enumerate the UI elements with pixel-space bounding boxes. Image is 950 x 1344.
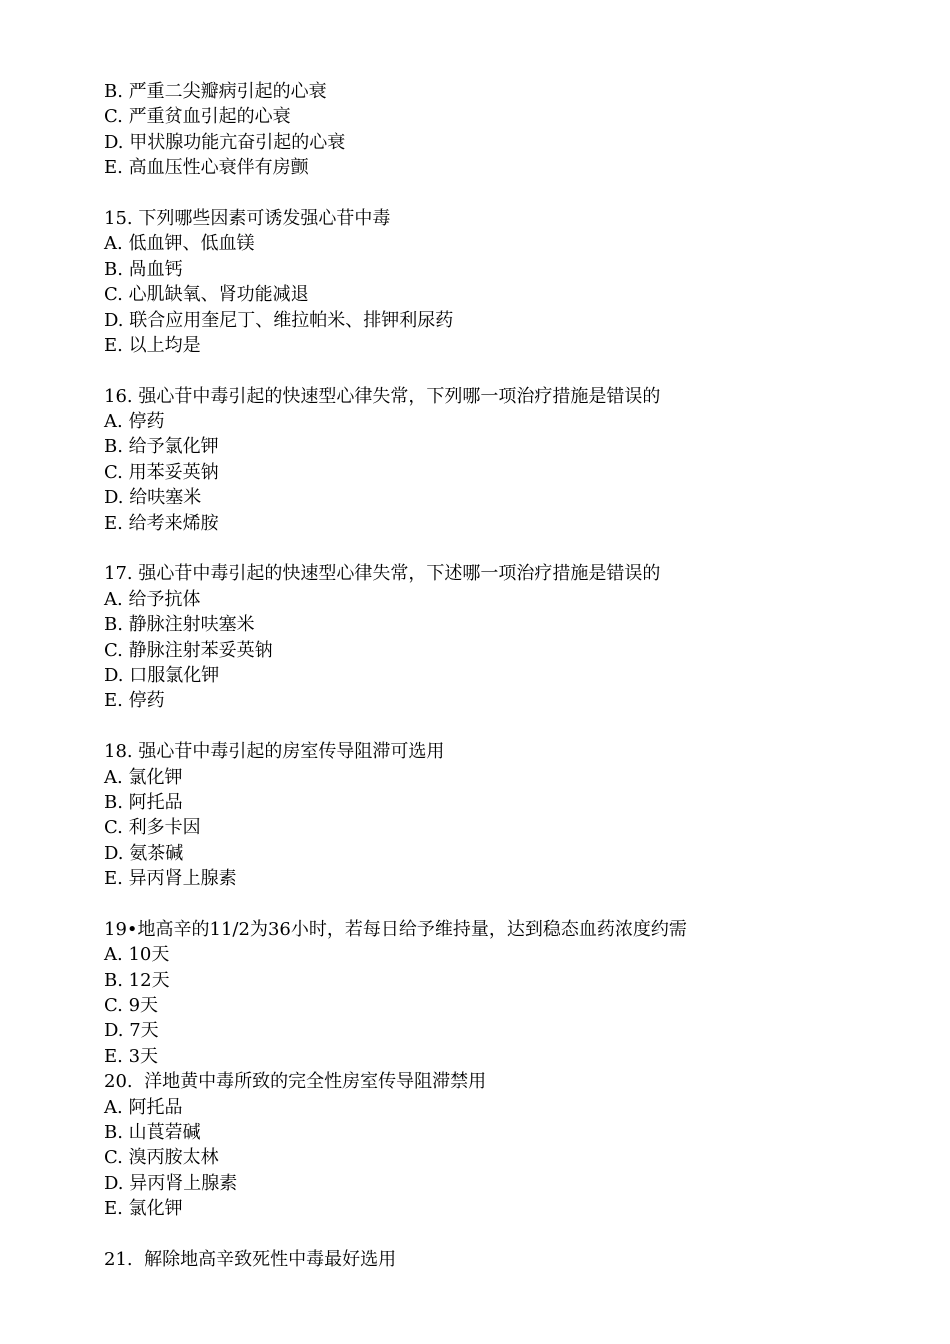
option-d: D. 给呋塞米 [104,487,202,509]
option-e: E. 3天 [104,1045,159,1067]
spacer [104,358,904,383]
spacer [104,536,904,561]
question-19 [104,917,904,1069]
option-c: C. 溴丙胺太林 [104,1147,219,1169]
spacer [104,181,904,206]
option-a: A. 停药 [104,411,165,433]
option-d: D. 氨茶碱 [104,842,184,864]
question-stem: 18. 强心苷中毒引起的房室传导阻滞可选用 [104,741,445,763]
option-b: B. 山莨菪碱 [104,1122,201,1144]
option-a: A. 给予抗体 [104,588,201,610]
spacer [104,1222,904,1247]
option-e: E. 给考来烯胺 [104,512,219,534]
question-stem: 15. 下列哪些因素可诱发强心苷中毒 [104,207,391,229]
option-c: C. 静脉注射苯妥英钠 [104,639,273,661]
option-d: D. 口服氯化钾 [104,664,220,686]
option-b: B. 给予氯化钾 [104,436,219,458]
question-17 [104,561,904,713]
option-e: E. 以上均是 [104,334,201,356]
question-stem: 17. 强心苷中毒引起的快速型心律失常，下述哪一项治疗措施是错误的 [104,563,661,585]
question-stem: 21. 解除地高辛致死性中毒最好选用 [104,1248,397,1270]
option-c: C. 9天 [104,995,159,1017]
option-c: C. 用苯妥英钠 [104,461,219,483]
question-stem: 20. 洋地黄中毒所致的完全性房室传导阻滞禁用 [104,1071,487,1093]
option-b: B. 阿托品 [104,791,183,813]
option-d: D. 甲状腺功能亢奋引起的心衰 [104,131,346,153]
option-e: E. 停药 [104,690,165,712]
option-b: B. 咼血钙 [104,258,183,280]
option-c: C. 严重贫血引起的心衰 [104,106,291,128]
option-c: C. 心肌缺氧、肾功能减退 [104,284,309,306]
question-20 [104,1069,904,1221]
question-stem: 19•地高辛的11/2为36小时，若每日给予维持量，达到稳态血药浓度约需 [104,918,687,940]
spacer [104,892,904,917]
option-d: D. 7天 [104,1020,159,1042]
question-stem: 16. 强心苷中毒引起的快速型心律失常，下列哪一项治疗措施是错误的 [104,385,661,407]
option-b: B. 静脉注射呋塞米 [104,614,255,636]
option-e: E. 高血压性心衰伴有房颤 [104,157,309,179]
option-e: E. 氯化钾 [104,1198,183,1220]
option-c: C. 利多卡因 [104,817,201,839]
question-18 [104,739,904,891]
option-e: E. 异丙肾上腺素 [104,868,237,890]
option-a: A. 阿托品 [104,1096,183,1118]
option-a: A. 10天 [104,944,170,966]
spacer [104,714,904,739]
question-15 [104,206,904,358]
option-a: A. 低血钾、低血镁 [104,233,255,255]
option-d: D. 异丙肾上腺素 [104,1172,238,1194]
question-21 [104,1247,904,1272]
option-b: B. 严重二尖瓣病引起的心衰 [104,81,327,102]
option-b: B. 12天 [104,969,170,991]
lead-option-list [104,79,904,181]
option-a: A. 氯化钾 [104,766,183,788]
option-d: D. 联合应用奎尼丁、维拉帕米、排钾利尿药 [104,309,454,331]
document-page [104,79,904,1272]
question-16 [104,384,904,536]
